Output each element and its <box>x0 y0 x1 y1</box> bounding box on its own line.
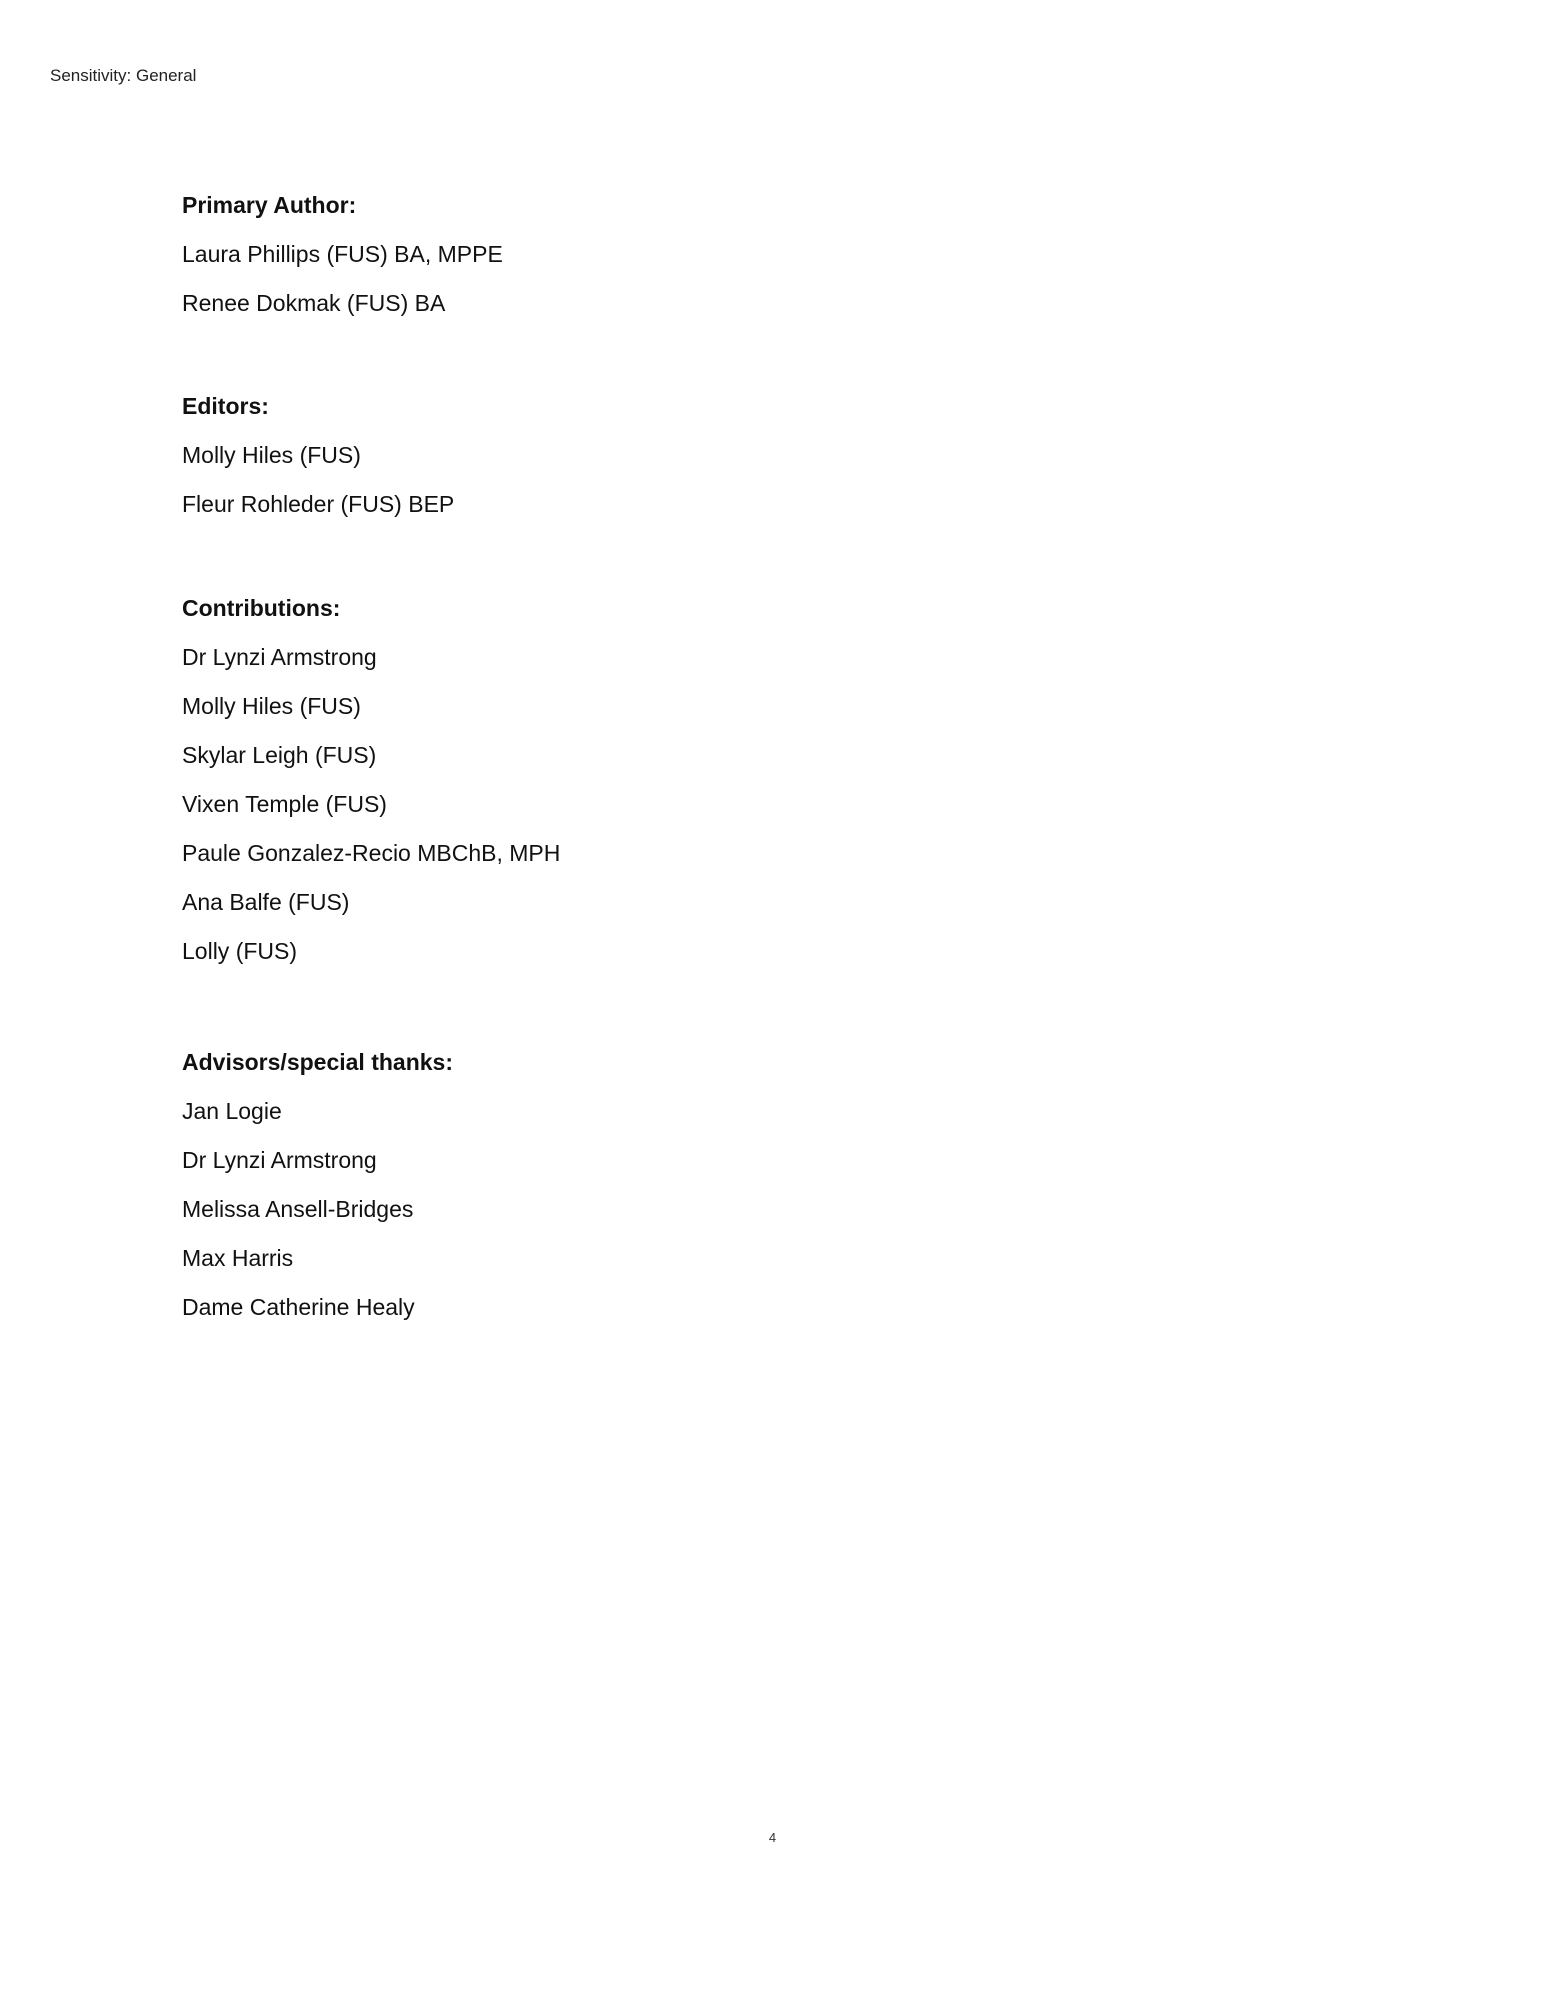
list-item: Molly Hiles (FUS) <box>182 442 361 468</box>
contributions-section <box>182 594 1082 986</box>
section-heading: Primary Author: <box>182 192 357 218</box>
page-number: 4 <box>768 1830 777 1845</box>
section-heading: Editors: <box>182 393 269 419</box>
advisors-section <box>182 1048 1082 1342</box>
section-heading: Advisors/special thanks: <box>182 1049 453 1075</box>
primary-author-section <box>182 191 1082 338</box>
list-item: Renee Dokmak (FUS) BA <box>182 290 446 316</box>
sensitivity-label: Sensitivity: General <box>50 66 197 85</box>
list-item: Dr Lynzi Armstrong <box>182 644 377 670</box>
list-item: Lolly (FUS) <box>182 938 298 964</box>
list-item: Dr Lynzi Armstrong <box>182 1147 377 1173</box>
list-item: Skylar Leigh (FUS) <box>182 742 377 768</box>
list-item: Jan Logie <box>182 1098 282 1124</box>
editors-section <box>182 392 1082 539</box>
list-item: Dame Catherine Healy <box>182 1294 415 1320</box>
list-item: Fleur Rohleder (FUS) BEP <box>182 491 455 517</box>
section-heading: Contributions: <box>182 595 341 621</box>
list-item: Laura Phillips (FUS) BA, MPPE <box>182 241 503 267</box>
list-item: Molly Hiles (FUS) <box>182 693 361 719</box>
list-item: Vixen Temple (FUS) <box>182 791 387 817</box>
list-item: Melissa Ansell-Bridges <box>182 1196 414 1222</box>
list-item: Paule Gonzalez-Recio MBChB, MPH <box>182 840 561 866</box>
list-item: Max Harris <box>182 1245 294 1271</box>
list-item: Ana Balfe (FUS) <box>182 889 350 915</box>
